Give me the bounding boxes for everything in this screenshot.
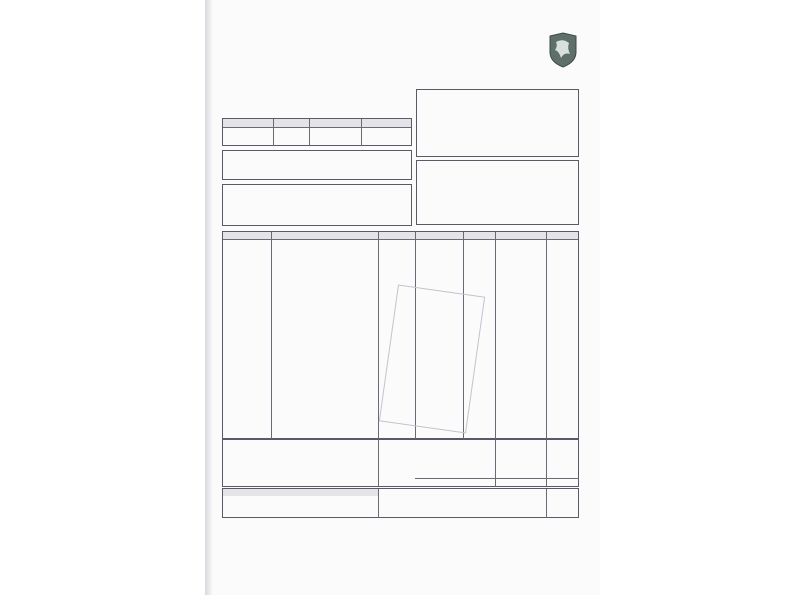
page-shadow [205, 0, 213, 595]
company-stamp [379, 285, 485, 434]
peugeot-lion-logo [547, 32, 579, 68]
invoice-ref-box [222, 150, 412, 180]
qr-code [546, 526, 576, 556]
payment-box [222, 488, 579, 518]
client-box [416, 89, 579, 157]
totals-box [222, 439, 579, 487]
lines-table-header [223, 232, 578, 239]
header-table-header [223, 119, 411, 127]
vehicle-box [222, 184, 412, 226]
lines-table [222, 231, 579, 439]
observations-box [416, 160, 579, 225]
header-table [222, 118, 412, 146]
